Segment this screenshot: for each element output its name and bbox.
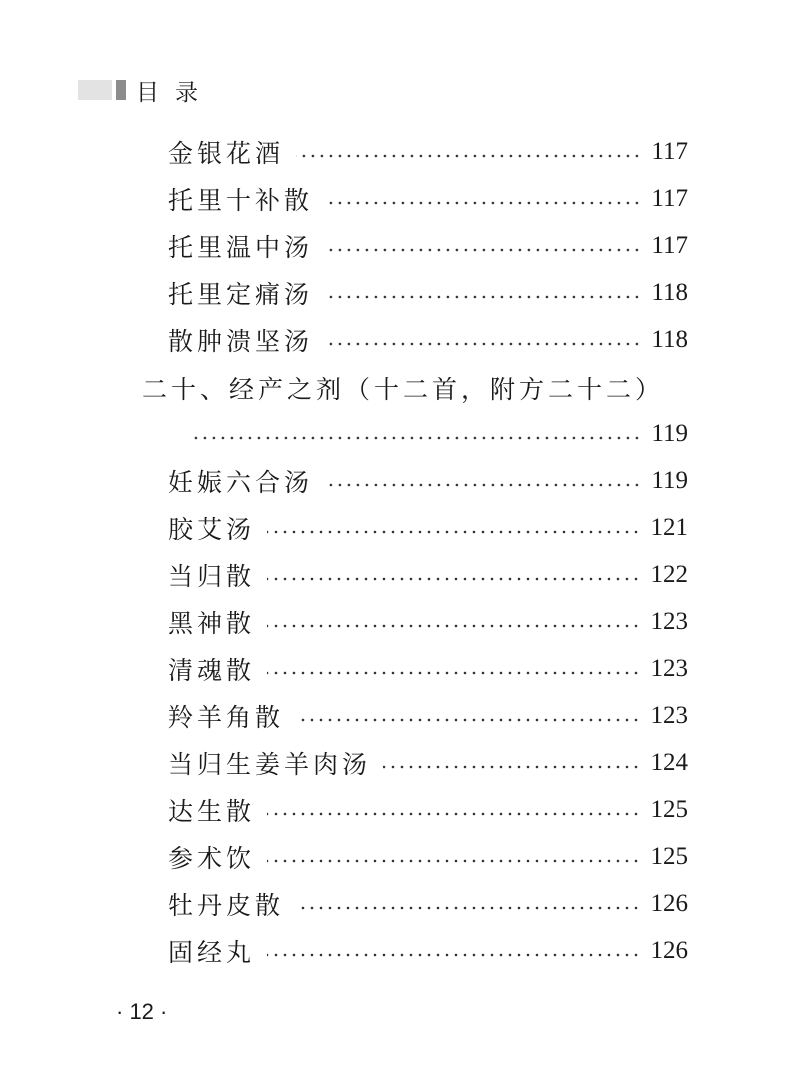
toc-entry-page: 117 — [651, 185, 688, 212]
dot-leader — [325, 295, 641, 299]
dot-leader — [296, 154, 641, 158]
toc-entry-page: 123 — [650, 608, 688, 635]
toc-entry[interactable] — [168, 320, 688, 360]
toc-entry-name: 达生散 — [168, 797, 256, 826]
toc-entry-page: 119 — [651, 467, 688, 494]
toc-entry-page: 123 — [650, 655, 688, 682]
dot-leader — [267, 859, 640, 863]
toc-entry-page: 118 — [651, 279, 688, 306]
toc-entry-name: 清魂散 — [168, 656, 256, 685]
toc-entry-page: 124 — [650, 749, 688, 776]
toc-entry-name: 羚羊角散 — [168, 703, 285, 732]
dot-leader — [267, 530, 640, 534]
toc-entry-name: 托里十补散 — [168, 186, 314, 215]
toc-entry-name: 参术饮 — [168, 844, 256, 873]
toc-entry-name: 当归生姜羊肉汤 — [168, 750, 372, 779]
toc-entry-name: 当归散 — [168, 562, 256, 591]
toc-entry-name: 妊娠六合汤 — [168, 468, 314, 497]
toc-entry[interactable] — [168, 931, 688, 971]
toc-entry-page: 117 — [651, 232, 688, 259]
toc-entry-name: 托里定痛汤 — [168, 280, 314, 309]
dot-leader — [383, 765, 640, 769]
toc-entry[interactable] — [168, 649, 688, 689]
toc-entry-name: 胶艾汤 — [168, 515, 256, 544]
dot-leader — [325, 483, 641, 487]
toc-entry[interactable] — [168, 790, 688, 830]
toc-entry-name: 黑神散 — [168, 609, 256, 638]
dot-leader — [267, 624, 640, 628]
dot-leader — [325, 201, 641, 205]
toc-section-leader-line[interactable] — [192, 414, 688, 454]
toc-entry[interactable] — [168, 602, 688, 642]
toc-entry[interactable] — [168, 508, 688, 548]
dot-leader — [267, 953, 640, 957]
dot-leader — [296, 718, 640, 722]
toc-entry-name: 牡丹皮散 — [168, 891, 285, 920]
toc-entry-page: 125 — [650, 796, 688, 823]
dot-leader — [267, 671, 640, 675]
toc-entry[interactable] — [168, 273, 688, 313]
toc-entry-page: 123 — [650, 702, 688, 729]
toc-entry-page: 126 — [650, 937, 688, 964]
toc-entry[interactable] — [168, 132, 688, 172]
toc-section-page: 119 — [651, 420, 688, 447]
toc-entry[interactable] — [168, 696, 688, 736]
toc-entry[interactable] — [168, 884, 688, 924]
toc-entry-page: 121 — [650, 514, 688, 541]
dot-leader — [325, 342, 641, 346]
dot-leader — [267, 577, 640, 581]
header-title: 目录 — [136, 79, 214, 106]
page-number-footer: · 12 · — [116, 999, 168, 1024]
dot-leader — [325, 248, 641, 252]
toc-entry-name: 散肿溃坚汤 — [168, 327, 314, 356]
dot-leader — [267, 812, 640, 816]
toc-entry[interactable] — [168, 837, 688, 877]
toc-entry-page: 117 — [651, 138, 688, 165]
toc-entry-page: 118 — [651, 326, 688, 353]
toc-entry-name: 托里温中汤 — [168, 233, 314, 262]
toc-section-title[interactable]: 二十、经产之剂（十二首，附方二十二） — [142, 375, 665, 404]
toc-entry-page: 122 — [650, 561, 688, 588]
toc-entry-page: 126 — [650, 890, 688, 917]
dot-leader — [192, 436, 641, 440]
dot-leader — [296, 906, 640, 910]
toc-entry[interactable] — [168, 226, 688, 266]
toc-entry-name: 金银花酒 — [168, 139, 285, 168]
toc-entry-name: 固经丸 — [168, 938, 256, 967]
toc-entry[interactable] — [168, 179, 688, 219]
toc-entry[interactable] — [168, 461, 688, 501]
toc-entry-page: 125 — [650, 843, 688, 870]
toc-entry[interactable] — [168, 555, 688, 595]
toc-entry[interactable] — [168, 743, 688, 783]
